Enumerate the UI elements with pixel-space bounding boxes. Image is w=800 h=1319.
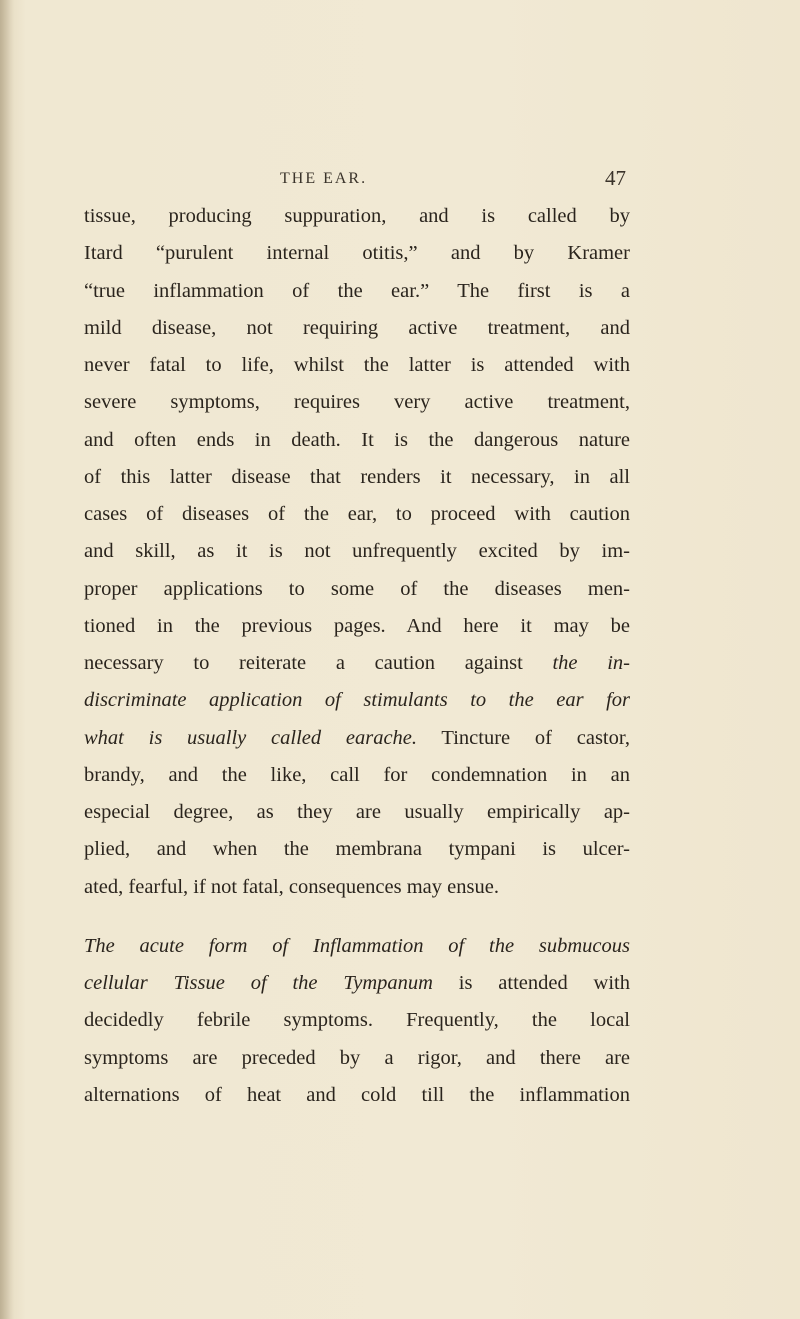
text-line: and skill, as it is not unfrequently excited by im- xyxy=(84,540,630,563)
text-line: brandy, and the like, call for condemnation in an xyxy=(84,763,630,786)
paragraph-2 xyxy=(84,928,630,1114)
body-text xyxy=(84,198,630,1114)
page-number: 47 xyxy=(605,166,626,190)
text-line: symptoms are preceded by a rigor, and there are xyxy=(84,1046,630,1069)
text-line: “true inflammation of the ear.” The first is a xyxy=(84,279,630,302)
text-line-mixed xyxy=(84,965,630,1002)
italic-segment: cellular Tissue of the Tympanum xyxy=(84,972,433,994)
italic-segment: what is usually called earache. xyxy=(84,726,418,749)
text-line: and often ends in death. It is the dangerous nature xyxy=(84,428,630,451)
text-segment: is attended with xyxy=(432,972,630,994)
text-line: severe symptoms, requires very active treatment, xyxy=(84,391,630,414)
text-line-mixed xyxy=(84,645,630,682)
binding-shadow xyxy=(0,0,14,1319)
text-line: ated, fearful, if not fatal, consequences may ensue. xyxy=(84,875,499,898)
text-line: especial degree, as they are usually empirically ap- xyxy=(84,801,630,823)
text-line: cases of diseases of the ear, to proceed with caution xyxy=(84,503,630,525)
page-header xyxy=(254,166,626,196)
italic-line: The acute form of Inflammation of the submucous xyxy=(84,934,630,957)
text-line-mixed xyxy=(84,720,630,757)
text-line: of this latter disease that renders it necessary, in all xyxy=(84,465,630,488)
text-segment: Tincture of castor, xyxy=(417,726,630,749)
text-line: tissue, producing suppuration, and is called by xyxy=(84,205,630,227)
text-line: alternations of heat and cold till the inflammation xyxy=(84,1083,630,1106)
text-segment: necessary to reiterate a caution against xyxy=(84,652,553,674)
italic-segment: the in- xyxy=(552,652,630,674)
text-line: decidedly febrile symptoms. Frequently, the local xyxy=(84,1009,630,1032)
text-line: mild disease, not requiring active treatment, and xyxy=(84,316,630,339)
text-line: never fatal to life, whilst the latter is attended with xyxy=(84,354,630,376)
running-head: THE EAR. xyxy=(280,170,368,187)
text-line: tioned in the previous pages. And here it may be xyxy=(84,614,630,637)
paragraph-1 xyxy=(84,198,630,906)
italic-line: discriminate application of stimulants to the ear for xyxy=(84,689,630,712)
text-line: proper applications to some of the diseases men- xyxy=(84,577,630,600)
text-line: plied, and when the membrana tympani is ulcer- xyxy=(84,838,630,861)
text-line: Itard “purulent internal otitis,” and by Kramer xyxy=(84,242,630,265)
